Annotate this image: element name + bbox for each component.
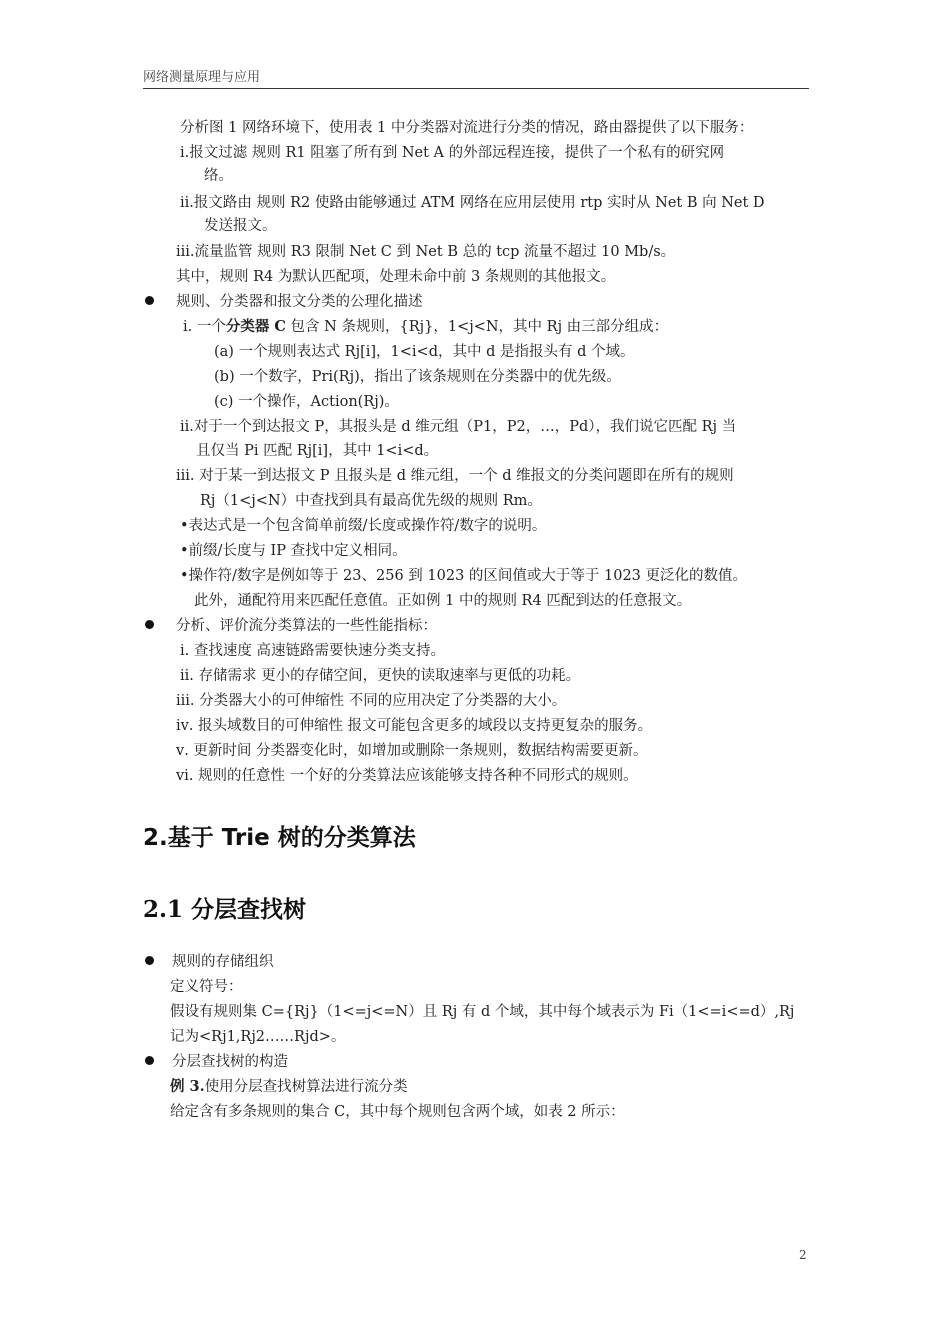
metrics-item: ⅱ. 存储需求 更小的存储空间，更快的读取速率与更低的功耗。 — [180, 668, 581, 684]
intro-item-1-cont: 络。 — [204, 168, 233, 184]
intro-tail: 其中，规则 R4 为默认匹配项，处理未命中前 3 条规则的其他报文。 — [176, 269, 616, 285]
intro-item-1: ⅰ.报文过滤 规则 R1 阻塞了所有到 Net A 的外部远程连接，提供了一个私有的研究网 — [180, 145, 725, 161]
header-rule — [143, 88, 809, 89]
metrics-title: 分析、评价流分类算法的一些性能指标： — [176, 618, 437, 634]
bullet-icon — [145, 296, 154, 305]
running-header: 网络测量原理与应用 — [143, 70, 261, 85]
example-label: 例 3. — [170, 1078, 205, 1095]
storage-title: 规则的存储组织 — [172, 954, 274, 970]
storage-line-3: 记为<Rj1,Rj2……Rjd>。 — [170, 1029, 346, 1045]
axiom-item-b: (b) 一个数字，Pri(Rj)，指出了该条规则在分类器中的优先级。 — [214, 369, 621, 385]
metrics-item: ⅵ. 规则的任意性 一个好的分类算法应该能够支持各种不同形式的规则。 — [176, 768, 638, 784]
axiom-item-iii: ⅲ. 对于某一到达报文 P 且报头是 d 维元组，一个 d 维报文的分类问题即在所有的规则 — [176, 468, 734, 484]
storage-line-2: 假设有规则集 C={Rj}（1<=j<=N）且 Rj 有 d 个域，其中每个域表示为 Fi（1<=i<=d）,Rj — [170, 1004, 795, 1020]
example-text: 使用分层查找树算法进行流分类 — [204, 1079, 408, 1095]
bullet-icon — [145, 1056, 154, 1065]
metrics-item: ⅲ. 分类器大小的可伸缩性 不同的应用决定了分类器的大小。 — [176, 693, 567, 709]
section-heading-2-1: 2.1 分层查找树 — [143, 896, 307, 923]
metrics-item: ⅳ. 报头域数目的可伸缩性 报文可能包含更多的域段以支持更复杂的服务。 — [176, 718, 653, 734]
bullet-icon — [145, 620, 154, 629]
axiom-item-c: (c) 一个操作，Action(Rj)。 — [214, 394, 399, 410]
intro-item-2-cont: 发送报文。 — [204, 218, 277, 234]
intro-item-2: ⅱ.报文路由 规则 R2 使路由能够通过 ATM 网络在应用层使用 rtp 实时从 Net B 向 Net D — [180, 195, 765, 211]
axiom-item-i-prefix: ⅰ. 一个 — [183, 319, 226, 335]
axiom-dot-2: •前缀/长度与 IP 查找中定义相同。 — [180, 543, 407, 559]
intro-item-3: ⅲ.流量监管 规则 R3 限制 Net C 到 Net B 总的 tcp 流量不超过 10 Mb/s。 — [176, 244, 676, 260]
axiom-dot-3-cont: 此外，通配符用来匹配任意值。正如例 1 中的规则 R4 匹配到达的任意报文。 — [194, 593, 692, 609]
build-example — [170, 1077, 408, 1097]
axiom-item-ii: ⅱ.对于一个到达报文 P，其报头是 d 维元组（P1，P2，…，Pd），我们说它匹配 Rj 当 — [180, 419, 737, 435]
axiom-item-i-rest: 包含 N 条规则，{Rj}，1<j<N，其中 Rj 由三部分组成： — [285, 319, 669, 335]
intro-lead: 分析图 1 网络环境下，使用表 1 中分类器对流进行分类的情况，路由器提供了以下服务： — [180, 120, 754, 136]
axiom-item-i — [183, 317, 668, 337]
build-line-2: 给定含有多条规则的集合 C，其中每个规则包含两个域，如表 2 所示： — [170, 1104, 625, 1120]
metrics-item: ⅰ. 查找速度 高速链路需要快速分类支持。 — [180, 643, 445, 659]
metrics-item: ⅴ. 更新时间 分类器变化时，如增加或删除一条规则，数据结构需要更新。 — [176, 743, 648, 759]
storage-line-1: 定义符号： — [170, 979, 243, 995]
build-title: 分层查找树的构造 — [172, 1054, 288, 1070]
axiom-dot-3: •操作符/数字是例如等于 23、256 到 1023 的区间值或大于等于 1023 更泛化的数值。 — [180, 568, 748, 584]
bullet-icon — [145, 956, 154, 965]
axiom-item-ii-cont: 且仅当 Pi 匹配 Rj[i]，其中 1<i<d。 — [196, 443, 439, 459]
section-heading-2: 2.基于 Trie 树的分类算法 — [143, 825, 416, 851]
axiom-title: 规则、分类器和报文分类的公理化描述 — [176, 294, 423, 310]
axiom-dot-1: •表达式是一个包含简单前缀/长度或操作符/数字的说明。 — [180, 518, 547, 534]
axiom-item-iii-cont: Rj（1<j<N）中查找到具有最高优先级的规则 Rm。 — [200, 493, 542, 509]
axiom-item-a: (a) 一个规则表达式 Rj[i]，1<i<d，其中 d 是指报头有 d 个域。 — [214, 344, 635, 360]
page-number: 2 — [799, 1248, 807, 1262]
axiom-item-i-bold: 分类器 C — [225, 318, 286, 335]
